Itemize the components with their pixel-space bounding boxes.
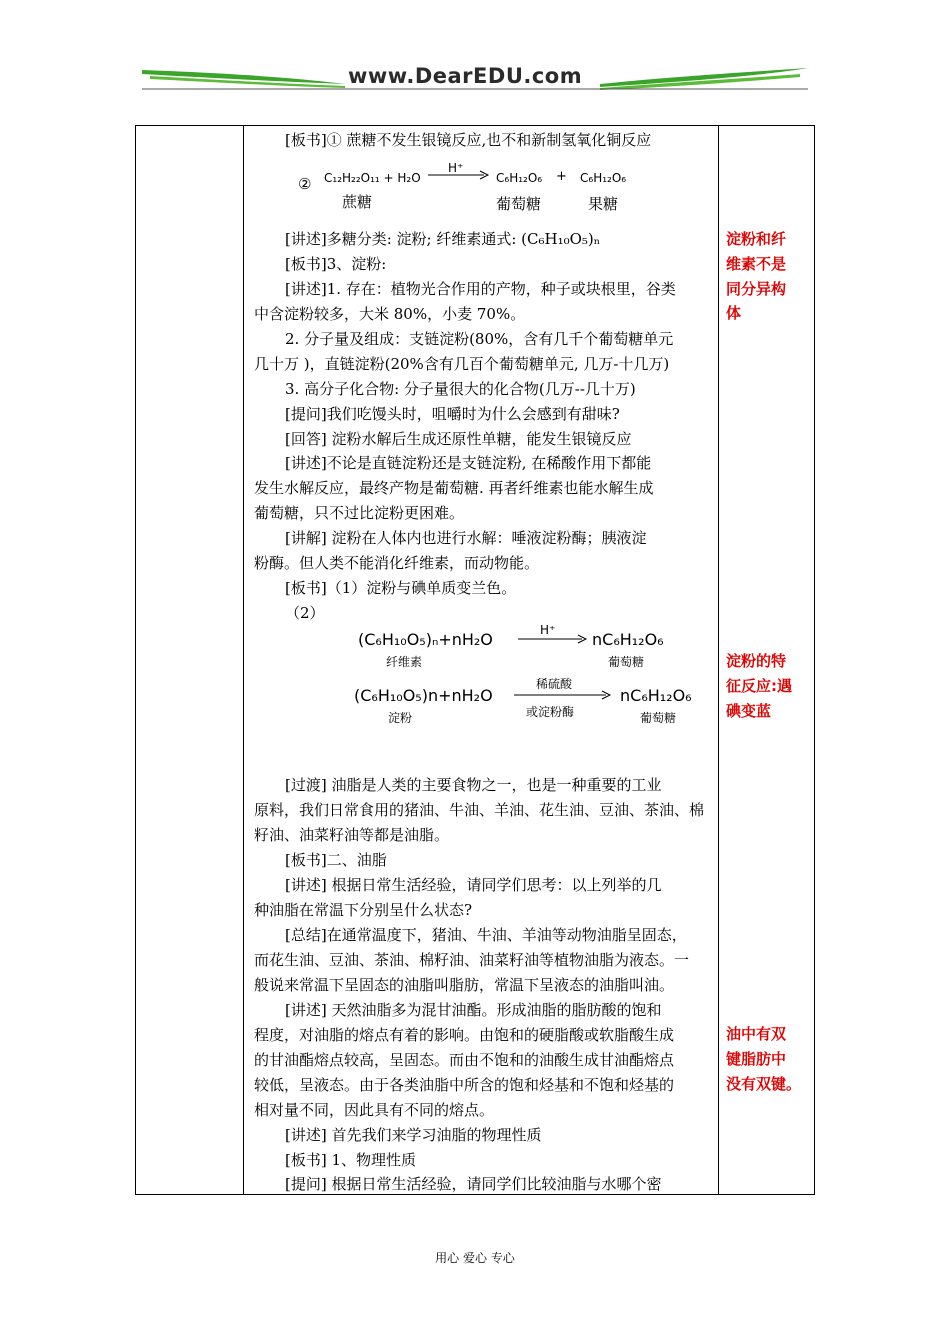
text-line: [板书] 1、物理性质 (285, 1151, 417, 1169)
text-line: [讲述] 根据日常生活经验，请同学们思考：以上列举的几 (285, 876, 662, 894)
text-line: [提问] 根据日常生活经验，请同学们比较油脂与水哪个密 (285, 1175, 662, 1193)
text-line: [讲述]不论是直链淀粉还是支链淀粉, 在稀酸作用下都能 (285, 454, 652, 472)
reaction-arrow (518, 634, 588, 644)
text-line: [讲述]1. 存在：植物光合作用的产物，种子或块根里，谷类 (285, 280, 676, 298)
reactants: (C₆H₁₀O₅)ₙ+nH₂O (358, 630, 493, 649)
note-line: 体 (726, 304, 742, 323)
note-starch-cellulose (726, 227, 806, 326)
name-starch: 淀粉 (388, 711, 413, 725)
text-line: [讲述] 首先我们来学习油脂的物理性质 (285, 1126, 542, 1144)
name-sucrose: 蔗糖 (342, 193, 373, 211)
cellulose-hydrolysis-equation (358, 624, 678, 670)
note-starch-iodine (726, 649, 806, 723)
text-line: 几十万 )，直链淀粉(20%含有几百个葡萄糖单元, 几万-十几万) (254, 355, 670, 373)
text-line: 的甘油酯熔点较高，呈固态。而由不饱和的油酸生成甘油酯熔点 (254, 1051, 675, 1069)
product-1: C₆H₁₂O₆ (496, 171, 543, 185)
name-cellulose: 纤维素 (386, 655, 423, 669)
reactants: C₁₂H₂₂O₁₁ + H₂O (324, 171, 421, 185)
note-line: 同分异构 (726, 279, 787, 298)
text-line: [总结]在通常温度下，猪油、牛油、羊油等动物油脂呈固态， (285, 926, 687, 944)
text-line: 原料，我们日常食用的猪油、牛油、羊油、花生油、豆油、茶油、棉 (254, 801, 705, 819)
catalyst: H⁺ (448, 161, 464, 175)
text-line: [提问]我们吃馒头时，咀嚼时为什么会感到有甜味? (285, 405, 620, 423)
product: nC₆H₁₂O₆ (620, 686, 692, 705)
text-line: 中含淀粉较多，大米 80%，小麦 70%。 (254, 305, 526, 323)
text-line: （2） (285, 604, 325, 622)
note-oil-fat (726, 1022, 806, 1096)
sucrose-hydrolysis-equation (298, 162, 638, 216)
text-line: 3. 高分子化合物: 分子量很大的化合物(几万--几十万) (285, 380, 636, 398)
reaction-arrow (428, 170, 490, 180)
name-glucose: 葡萄糖 (640, 711, 677, 725)
note-line: 键脂肪中 (726, 1049, 787, 1068)
text-line: [讲解] 淀粉在人体内也进行水解：唾液淀粉酶；胰液淀 (285, 529, 647, 547)
text-line: 粉酶。但人类不能消化纤维素，而动物能。 (254, 554, 540, 572)
text-line: [板书]① 蔗糖不发生银镜反应,也不和新制氢氧化铜反应 (285, 131, 652, 149)
text-line: [讲述] 天然油脂多为混甘油酯。形成油脂的脂肪酸的饱和 (285, 1001, 662, 1019)
note-line: 维素不是 (726, 254, 787, 273)
note-line: 淀粉和纤 (726, 230, 787, 248)
column-divider-2 (718, 126, 719, 1194)
condition-acid: 稀硫酸 (536, 677, 573, 691)
column-divider-1 (243, 126, 244, 1194)
condition-enzyme: 或淀粉酶 (526, 705, 575, 719)
name-glucose: 葡萄糖 (608, 655, 645, 669)
name-glucose: 葡萄糖 (496, 195, 542, 213)
text-line: 程度，对油脂的熔点有着的影响。由饱和的硬脂酸或软脂酸生成 (254, 1026, 675, 1044)
header-banner (140, 60, 810, 94)
equation-number: ② (298, 175, 312, 193)
catalyst: H⁺ (540, 623, 556, 637)
starch-hydrolysis-equation (354, 678, 714, 728)
product: nC₆H₁₂O₆ (592, 630, 664, 649)
site-name: www.DearEDU.com (348, 64, 583, 88)
text-line: 发生水解反应，最终产物是葡萄糖. 再者纤维素也能水解生成 (254, 479, 654, 497)
text-line: 葡萄糖，只不过比淀粉更困难。 (254, 504, 465, 522)
reactants: (C₆H₁₀O₅)n+nH₂O (354, 686, 493, 705)
page-footer: 用心 爱心 专心 (435, 1251, 515, 1265)
text-line: [板书]二、油脂 (285, 851, 387, 869)
text-line: [讲述]多糖分类: 淀粉; 纤维素通式: (C₆H₁₀O₅)ₙ (285, 230, 601, 248)
text-line: [板书]3、淀粉: (285, 255, 387, 273)
reaction-arrow (514, 690, 612, 700)
text-line: 而花生油、豆油、茶油、棉籽油、油菜籽油等植物油脂为液态。一 (254, 951, 690, 969)
text-line: [回答] 淀粉水解后生成还原性单糖，能发生银镜反应 (285, 430, 632, 448)
text-line: 籽油、油菜籽油等都是油脂。 (254, 826, 450, 844)
text-line: [板书]（1）淀粉与碘单质变兰色。 (285, 579, 517, 597)
name-fructose: 果糖 (588, 195, 619, 213)
product-2: C₆H₁₂O₆ (580, 171, 627, 185)
text-line: 种油脂在常温下分别呈什么状态? (254, 901, 473, 919)
lesson-table (135, 125, 815, 1195)
note-line: 油中有双 (726, 1025, 787, 1043)
plus-sign: + (556, 169, 567, 184)
note-line: 没有双键。 (726, 1074, 802, 1093)
note-line: 碘变蓝 (726, 701, 772, 720)
note-line: 征反应:遇 (726, 676, 792, 695)
text-line: [过渡] 油脂是人类的主要食物之一，也是一种重要的工业 (285, 776, 662, 794)
text-line: 般说来常温下呈固态的油脂叫脂肪，常温下呈液态的油脂叫油。 (254, 976, 675, 994)
text-line: 相对量不同，因此具有不同的熔点。 (254, 1101, 495, 1119)
text-line: 2. 分子量及组成：支链淀粉(80%，含有几千个葡萄糖单元 (285, 330, 674, 348)
text-line: 较低，呈液态。由于各类油脂中所含的饱和烃基和不饱和烃基的 (254, 1076, 675, 1094)
note-line: 淀粉的特 (726, 652, 787, 670)
